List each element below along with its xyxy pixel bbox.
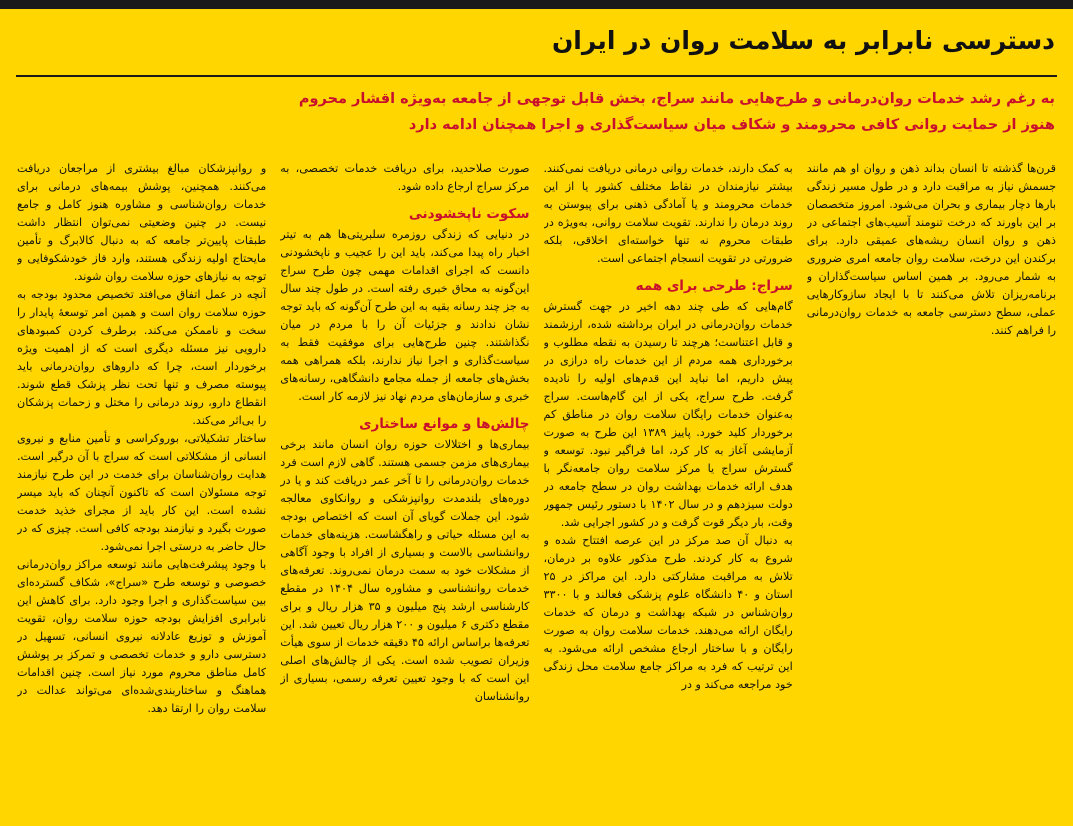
paragraph: به دنبال آن صد مرکز در این عرصه افتتاح شده و شروع به کار کردند. طرح مذکور علاوه بر درمان، تلاش به مراقبت مشارکتی دارد. این مراکز در ۲۵ استان و ۴۰ دانشگاه علوم پزشکی فعالند و با ۳۳۰۰ روان‌شناس در شبکه بهداشت و درمان که خدمات رایگان ارائه می‌دهند. خدمات سلامت روان به صورت رایگان و با ساختار ارجاع مشخص ارائه می‌شود. به این ترتیب که فرد به مراکز جامع سلامت محل زندگی خود مراجعه می‌کند و در [543,534,793,691]
section-heading-silence: سکوت ناپخشودنی [408,206,530,222]
paragraph: بیماری‌ها و اختلالات حوزه روان انسان مانند برخی بیماری‌های مزمن جسمی هستند. گاهی لازم است فرد خدمات روان‌درمانی را تا آخر عمر دریافت کند و یا در دوره‌های بلندمدت روانپزشکی و روانکاوی معالجه شود. این جملات گویای آن است که اختصاص بودجه به این مسئله حیاتی و راهگشاست. هزینه‌های خدمات روانشناسی بالاست و بسیاری از افراد با وجود آگاهی از مشکلات خود به سمت درمان نمی‌روند. تعرفه‌های خدمات روانشناسی و مشاوره سال ۱۴۰۴ در مقطع کارشناسی ارشد پنج میلیون و ۳۵ هزار ریال و برای مقطع دکتری ۶ میلیون و ۲۰۰ هزار ریال تعیین شد. این تعرفه‌ها براساس ارائه ۴۵ دقیقه خدمات از سوی هیأت وزیران تصویب شده است. یکی از چالش‌های اصلی این است که با وجود تعیین تعرفه رسمی، بسیاری از روانشناسان [280,438,530,703]
column-4 [17,160,266,818]
paragraph: قرن‌ها گذشته تا انسان بداند ذهن و روان او هم مانند جسمش نیاز به مراقبت دارد و در طول مسیر زندگی بارها دچار بیماری و بحران می‌شود. امروز متخصصان بر این باورند که درخت تنومند آسیب‌های اجتماعی در ذهن و روان انسان ریشه‌های عمیقی دارد. برای برکندن این درخت، سلامت روان جامعه امری ضروری به شمار می‌رود. بر همین اساس سیاست‌گذاران و برنامه‌ریزان تلاش می‌کنند تا با ایجاد سازوکارهایی عملی، سطح دسترسی جامعه به خدمات روان‌درمانی را فراهم کنند. [806,162,1056,337]
title-divider [16,75,1057,77]
paragraph: ساختار تشکیلاتی، بوروکراسی و تأمین منابع و نیروی انسانی از مشکلاتی است که سراج با آن درگیر است. هدایت روان‌شناسان برای خدمت در این طرح نیازمند توجه مسئولان است که تاکنون آنچنان که باید میسر نشده است. این کار باید از مجرای خذید خدمت صورت بگیرد و نیازمند بودجه کافی است. چیزی که در حال حاضر به درستی اجرا نمی‌شود. [17,432,267,553]
paragraph: با وجود پیشرفت‌هایی مانند توسعه مراکز روان‌درمانی خصوصی و توسعه طرح «سراج»، شکاف گسترده‌ای بین سیاست‌گذاری و اجرا وجود دارد. برای کاهش این نابرابری افزایش بودجه حوزه سلامت روان، تقویت آموزش و توزیع عادلانه نیروی انسانی، تسهیل در دسترسی دارو و خدمات تخصصی و تمرکز بر پوشش کامل مناطق محروم مورد نیاز است. چنین اقدامات هماهنگ و ساختاربندی‌شده‌ای می‌تواند عدالت در سلامت روان را ارتقا دهد. [17,558,267,715]
article-body [17,160,1056,818]
section-heading-challenges: چالش‌ها و موانع ساختاری [359,416,530,432]
section-heading-seraj: سراج: طرحی برای همه [635,278,793,294]
paragraph: و روانپزشکان مبالغ بیشتری از مراجعان دریافت می‌کنند. همچنین، پوشش بیمه‌های درمانی برای خدمات روان‌شناسی و مشاوره هنوز کامل و جامع نیست. در چنین وضعیتی نمی‌توان انتظار داشت طبقات پایین‌تر جامعه که به دنبال کالابرگ و تأمین مایحتاج اولیه زندگی هستند، وارد فاز خودشکوفایی و توجه به نیازهای حوزه سلامت روان شوند. [17,162,267,283]
paragraph: به کمک دارند، خدمات روانی درمانی دریافت نمی‌کنند. بیشتر نیازمندان در نقاط مختلف کشور یا از این خدمات محرومند و یا آمادگی ذهنی برای پیوستن به روند درمان را ندارند. تقویت سلامت روانی، به‌ویژه در طبقات محروم نه تنها خواسته‌ای اخلاقی، بلکه ضرورتی در تقویت انسجام اجتماعی است. [543,162,793,265]
column-2 [544,160,793,818]
lead-line-1: به رغم رشد خدمات روان‌درمانی و طرح‌هایی مانند سراج، بخش قابل توجهی از جامعه به‌ویژه اقشار محروم [298,91,1055,107]
column-1 [807,160,1056,818]
article-lead [25,86,1055,138]
top-bar [0,0,1073,9]
paragraph: صورت صلاحدید، برای دریافت خدمات تخصصی، به مرکز سراج ارجاع داده شود. [280,162,530,193]
paragraph: گام‌هایی که طی چند دهه اخیر در جهت گسترش خدمات روان‌درمانی در ایران برداشته شده، ارزشمند و قابل اعتناست؛ هرچند تا رسیدن به نقطه مطلوب و برخورداری همه مردم از این خدمات راه درازی در پیش داریم، اما نباید این قدم‌های اولیه را نادیده گرفت. طرح سراج، یکی از این گام‌هاست. سراج به‌عنوان خدمات رایگان سلامت روان در مناطق کم برخوردار کلید خورد. پاییز ۱۳۸۹ این طرح به صورت آزمایشی آغاز به کار کرد، اما فراگیر نبود. توسعه و گسترش سراج یا مرکز سلامت روان جامعه‌نگر با هدف ارائه خدمات بهداشت روان در سطح جامعه در دولت سیزدهم و در سال ۱۴۰۲ با دستور رئیس جمهور وقت، بار دیگر قوت گرفت و در کشور اجرایی شد. [543,300,793,529]
paragraph: آنچه در عمل اتفاق می‌افتد تخصیص محدود بودجه به حوزه سلامت روان است و همین امر توسعهٔ پایدار را سخت و ناممکن می‌کند. برطرف کردن کمبودهای دارویی نیز مسئله دیگری است که از اهمیت ویژه برخوردار است، چرا که داروهای روان‌درمانی باید پیوسته مصرف و تنها تحت نظر پزشک قطع شوند. انقطاع دارو، روند درمانی را مختل و زحمات پزشکان را بی‌اثر می‌کند. [17,288,267,427]
lead-line-2: هنوز از حمایت روانی کافی محرومند و شکاف میان سیاست‌گذاری و اجرا همچنان ادامه دارد [408,117,1055,133]
column-3 [280,160,529,818]
paragraph: در دنیایی که زندگی روزمره سلبریتی‌ها هم به تیتر اخبار راه پیدا می‌کند، باید این را عجیب و ناپخشودنی دانست که اجرای اقدامات مهمی چون طرح سراج این‌گونه به محاق خبری رفته است. در طول چند سال به جز چند رسانه بقیه به این طرح آن‌گونه که باید توجه نشان ندادند و جزئیات آن را با مردم در میان نگذاشتند. چنین طرح‌هایی برای موفقیت فقط به سیاست‌گذاری و اجرا نیاز ندارند، بلکه همراهی همه بخش‌های جامعه از جمله مجامع دانشگاهی، رسانه‌های خبری و سازمان‌های مردم نهاد نیز لازمه کار است. [280,228,530,403]
article-title: دسترسی نابرابر به سلامت روان در ایران [551,26,1055,55]
